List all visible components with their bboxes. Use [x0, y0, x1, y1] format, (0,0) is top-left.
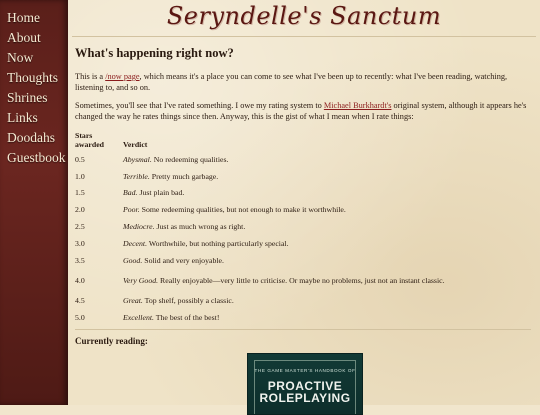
- verdict-term: Terrible.: [123, 171, 150, 181]
- book-cover-title: PROACTIVE ROLEPLAYING: [259, 379, 351, 405]
- nav-doodahs-link[interactable]: Doodahs: [7, 130, 55, 145]
- verdict-term: Poor.: [123, 205, 140, 215]
- nav-thoughts-link[interactable]: Thoughts: [7, 70, 59, 85]
- stars-cell: 4.0: [75, 276, 85, 286]
- verdict-cell: [123, 309, 445, 326]
- verdict-desc: Just plain bad.: [137, 188, 185, 198]
- stars-cell: 3.5: [75, 255, 85, 265]
- table-row: [75, 293, 445, 310]
- verdict-cell: [123, 269, 445, 293]
- sidebar-nav: [0, 0, 68, 405]
- table-row: [75, 269, 445, 293]
- intro-paragraph: [75, 71, 531, 93]
- verdict-cell: [123, 218, 445, 235]
- verdict-term: Very Good.: [123, 275, 159, 285]
- table-row: [75, 235, 445, 252]
- table-row: [75, 151, 445, 168]
- stars-cell: 1.5: [75, 188, 85, 198]
- main-content: [68, 0, 540, 405]
- nav-links-link[interactable]: Links: [7, 110, 38, 125]
- intro-text-before: This is a: [75, 72, 106, 81]
- verdict-term: Great.: [123, 296, 143, 306]
- verdict-cell: [123, 201, 445, 218]
- stars-cell: 2.5: [75, 222, 85, 232]
- verdict-cell: [123, 151, 445, 168]
- verdict-term: Mediocre.: [123, 222, 155, 232]
- rating-text-after: original system, although it appears he's changed the way he rates things since then. Anyway, this is the gist of what I mean when I rate things:: [75, 101, 527, 121]
- section-heading: What's happening right now?: [75, 46, 234, 60]
- verdict-cell: [123, 168, 445, 185]
- verdict-desc: The best of the best!: [153, 313, 220, 323]
- verdict-column-header: Verdict: [123, 140, 148, 149]
- verdict-term: Decent.: [123, 238, 148, 248]
- rating-text-before: Sometimes, you'll see that I've rated something. I owe my rating system to: [75, 101, 324, 110]
- nav-list: [0, 8, 66, 168]
- stars-cell: 2.0: [75, 205, 85, 215]
- verdict-desc: Top shelf, possibly a classic.: [142, 296, 234, 306]
- nav-home-link[interactable]: Home: [7, 10, 40, 25]
- title-divider: [72, 36, 536, 37]
- verdict-desc: Pretty much garbage.: [149, 171, 219, 181]
- book-cover-subtitle: THE GAME MASTER'S HANDBOOK OF: [254, 368, 356, 373]
- intro-text-after: , which means it's a place you can come to see what I've been up to recently: what I've been reading, watching, listening to, and so on.: [75, 72, 508, 92]
- verdict-cell: [123, 235, 445, 252]
- verdict-desc: Some redeeming qualities, but not enough to make it worthwhile.: [139, 205, 346, 215]
- stars-cell: 3.0: [75, 238, 85, 248]
- stars-cell: 0.5: [75, 154, 85, 164]
- table-row: [75, 185, 445, 202]
- table-row: [75, 218, 445, 235]
- site-title: Seryndelle's Sanctum: [166, 2, 442, 30]
- ratings-table: [75, 129, 445, 326]
- table-row: [75, 309, 445, 326]
- verdict-desc: Solid and very enjoyable.: [142, 255, 224, 265]
- nav-about-link[interactable]: About: [7, 30, 41, 45]
- stars-cell: 4.5: [75, 296, 85, 306]
- table-row: [75, 168, 445, 185]
- michael-burkhardt-link[interactable]: Michael Burkhardt's: [323, 101, 392, 110]
- stars-cell: 1.0: [75, 171, 85, 181]
- stars-column-header: Stars awarded: [75, 131, 105, 149]
- verdict-term: Bad.: [123, 188, 138, 198]
- table-row: [75, 201, 445, 218]
- book-cover-image[interactable]: [247, 353, 363, 415]
- nav-guestbook-link[interactable]: Guestbook: [7, 150, 66, 165]
- verdict-desc: Worthwhile, but nothing particularly special.: [147, 238, 289, 248]
- section-divider: [75, 329, 531, 330]
- verdict-term: Good.: [123, 255, 143, 265]
- verdict-term: Abysmal.: [123, 154, 152, 164]
- now-page-link[interactable]: /now page: [105, 72, 140, 81]
- rating-paragraph: [75, 100, 531, 122]
- content-area: [75, 46, 531, 346]
- verdict-cell: [123, 252, 445, 269]
- verdict-desc: Really enjoyable—very little to criticise. Or maybe no problems, just not an instant classic.: [158, 275, 445, 285]
- verdict-term: Excellent.: [123, 313, 154, 323]
- ratings-header-row: [75, 129, 445, 151]
- nav-now-link[interactable]: Now: [7, 50, 34, 65]
- verdict-desc: Just as much wrong as right.: [154, 222, 246, 232]
- verdict-desc: No redeeming qualities.: [151, 154, 229, 164]
- table-row: [75, 252, 445, 269]
- currently-reading-heading: Currently reading:: [75, 336, 148, 347]
- verdict-cell: [123, 185, 445, 202]
- verdict-cell: [123, 293, 445, 310]
- nav-shrines-link[interactable]: Shrines: [7, 90, 48, 105]
- stars-cell: 5.0: [75, 313, 85, 323]
